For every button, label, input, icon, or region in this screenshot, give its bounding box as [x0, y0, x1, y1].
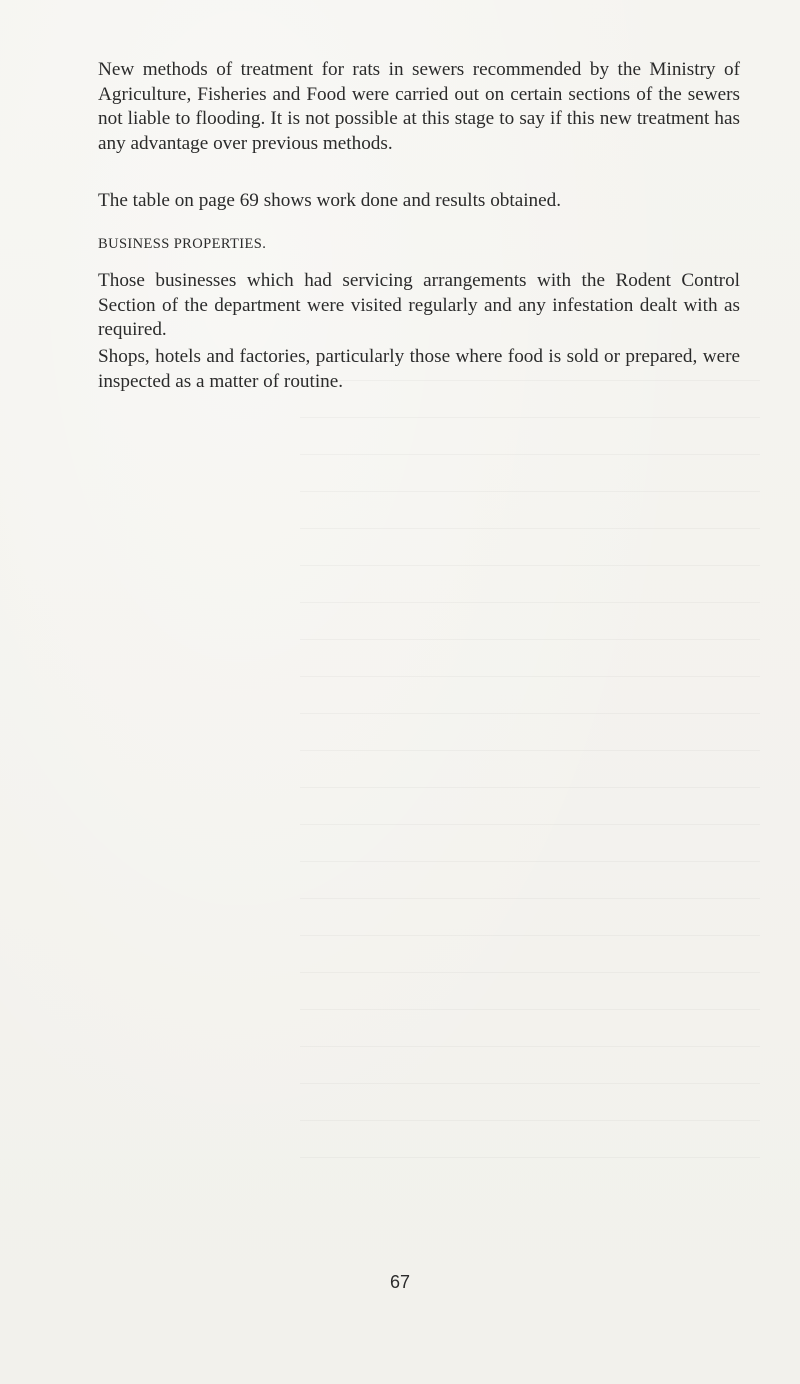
show-through-texture: [300, 380, 760, 1200]
paragraph-table-reference: The table on page 69 shows work done and results obtained.: [98, 190, 562, 211]
paragraph-sewer-treatment: New methods of treatment for rats in sewers recommended by the Ministry of Agriculture, Fisheries and Food were carried out on certain sections of the sewers not liable to flooding. It is not possible at this stage to say if this new treatment has any advantage over previous methods.: [98, 59, 740, 154]
section-heading-business-properties: BUSINESS PROPERTIES.: [98, 236, 267, 252]
paragraph-routine-inspection: Shops, hotels and factories, particularly those where food is sold or prepared, were inspected as a matter of routine.: [98, 346, 740, 392]
page-number: 67: [389, 1272, 411, 1292]
paragraph-servicing-arrangements: Those businesses which had servicing arrangements with the Rodent Control Section of the department were visited regularly and any infestation dealt with as required.: [98, 270, 740, 340]
